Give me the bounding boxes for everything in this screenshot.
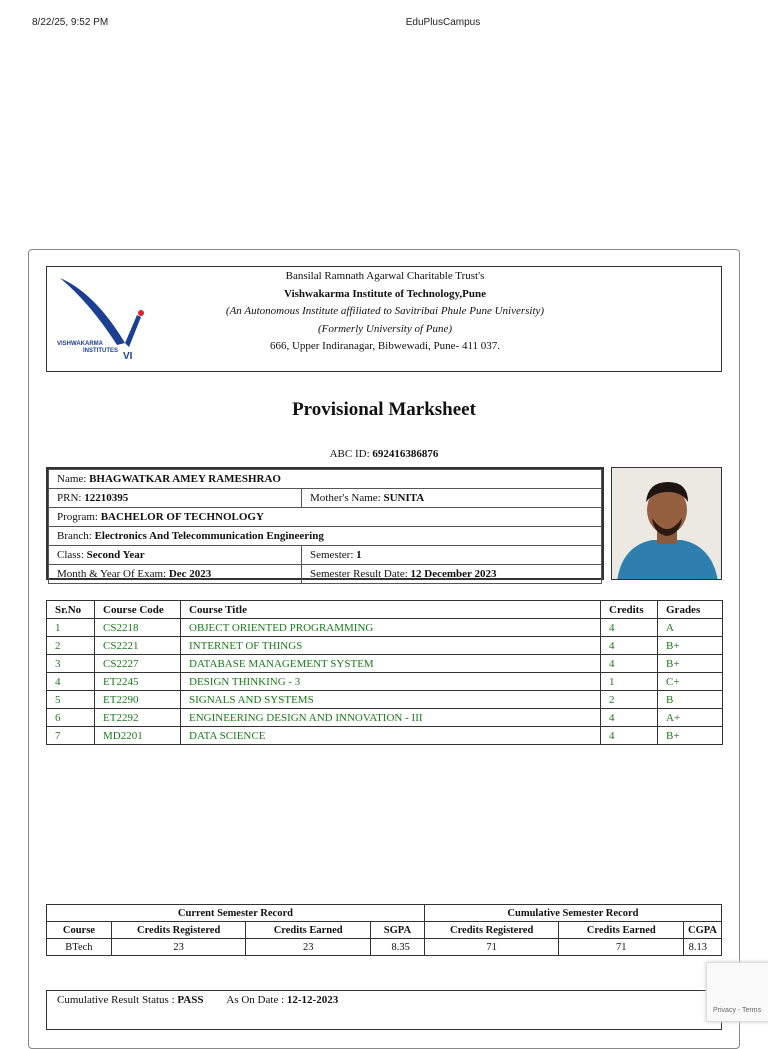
course-credits: 4	[601, 709, 658, 727]
course-grade: B	[658, 691, 723, 709]
institute-logo	[55, 273, 147, 363]
course-credits: 4	[601, 727, 658, 745]
rec-h-cum-reg: Credits Registered	[424, 922, 559, 939]
branch-value: Electronics And Telecommunication Engineering	[94, 530, 324, 542]
semester-cell: Semester: 1	[302, 546, 602, 565]
course-code: MD2201	[95, 727, 181, 745]
rec-course: BTech	[47, 939, 112, 956]
class-value: Second Year	[86, 549, 145, 561]
abc-id	[0, 448, 768, 460]
course-row	[47, 691, 723, 709]
course-srno: 6	[47, 709, 95, 727]
exam-cell: Month & Year Of Exam: Dec 2023	[49, 565, 302, 584]
header-grades: Grades	[658, 601, 723, 619]
mother-name-cell: Mother's Name: SUNITA	[302, 489, 602, 508]
course-grade: B+	[658, 637, 723, 655]
course-srno: 5	[47, 691, 95, 709]
prn-value: 12210395	[84, 492, 129, 504]
course-code: ET2245	[95, 673, 181, 691]
page-title: Provisional Marksheet	[292, 399, 476, 420]
exam-value: Dec 2023	[168, 568, 212, 580]
course-grade: B+	[658, 727, 723, 745]
course-row	[47, 709, 723, 727]
courses-table	[46, 600, 723, 745]
course-title: DESIGN THINKING - 3	[181, 673, 601, 691]
course-srno: 7	[47, 727, 95, 745]
rec-h-cgpa: CGPA	[684, 922, 722, 939]
course-title: OBJECT ORIENTED PROGRAMMING	[181, 619, 601, 637]
recaptcha-badge[interactable]	[706, 962, 768, 1022]
header-srno: Sr.No	[47, 601, 95, 619]
program-value: BACHELOR OF TECHNOLOGY	[100, 511, 264, 523]
course-srno: 1	[47, 619, 95, 637]
course-row	[47, 727, 723, 745]
rec-cgpa: 8.13	[684, 939, 722, 956]
formerly: (Formerly University of Pune)	[317, 322, 453, 335]
course-code: CS2221	[95, 637, 181, 655]
rec-cum-reg: 71	[424, 939, 559, 956]
student-photo	[611, 467, 722, 580]
mother-name: SUNITA	[383, 492, 425, 504]
course-row	[47, 655, 723, 673]
trust-name: Bansilal Ramnath Agarwal Charitable Trust's	[285, 270, 485, 282]
rec-cur-earned: 23	[246, 939, 371, 956]
status-date: 12-12-2023	[286, 994, 339, 1006]
cumulative-record-title: Cumulative Semester Record	[424, 905, 721, 922]
course-title: SIGNALS AND SYSTEMS	[181, 691, 601, 709]
abc-id-label: ABC ID:	[329, 448, 370, 460]
rec-h-cur-earned: Credits Earned	[246, 922, 371, 939]
course-credits: 4	[601, 655, 658, 673]
affiliation: (An Autonomous Institute affiliated to Savitribai Phule Pune University)	[225, 305, 545, 317]
prn-cell: PRN: 12210395	[49, 489, 302, 508]
semester-record-table	[46, 904, 722, 956]
abc-id-value: 692416386876	[372, 448, 439, 460]
status-value: PASS	[177, 994, 204, 1006]
rec-cur-reg: 23	[111, 939, 246, 956]
logo-text-1: VISHWAKARMA	[57, 341, 103, 347]
courses-header	[47, 601, 723, 619]
course-credits: 4	[601, 619, 658, 637]
course-srno: 3	[47, 655, 95, 673]
result-date-cell: Semester Result Date: 12 December 2023	[302, 565, 602, 584]
institute-header	[46, 266, 722, 372]
rec-cum-earned: 71	[559, 939, 684, 956]
course-row	[47, 673, 723, 691]
logo-text-2: INSTITUTES	[83, 348, 119, 354]
course-code: ET2292	[95, 709, 181, 727]
rec-h-cum-earned: Credits Earned	[559, 922, 684, 939]
student-name: BHAGWATKAR AMEY RAMESHRAO	[89, 473, 281, 485]
current-record-title: Current Semester Record	[47, 905, 425, 922]
semester-value: 1	[356, 549, 362, 561]
course-grade: A	[658, 619, 723, 637]
course-credits: 1	[601, 673, 658, 691]
program-cell: Program: BACHELOR OF TECHNOLOGY	[49, 508, 602, 527]
institute-name: Vishwakarma Institute of Technology,Pune	[284, 287, 486, 300]
print-datetime: 8/22/25, 9:52 PM	[32, 17, 109, 28]
course-code: CS2218	[95, 619, 181, 637]
status-label: Cumulative Result Status :	[57, 994, 175, 1006]
print-site-title: EduPlusCampus	[405, 17, 481, 28]
course-title: DATABASE MANAGEMENT SYSTEM	[181, 655, 601, 673]
course-title: DATA SCIENCE	[181, 727, 601, 745]
course-credits: 2	[601, 691, 658, 709]
rec-h-course: Course	[47, 922, 112, 939]
branch-cell: Branch: Electronics And Telecommunication Engineering	[49, 527, 602, 546]
recaptcha-privacy-terms-link[interactable]: Privacy - Terms	[713, 1007, 762, 1014]
rec-sgpa: 8.35	[370, 939, 424, 956]
course-grade: B+	[658, 655, 723, 673]
student-name-cell: Name: BHAGWATKAR AMEY RAMESHRAO	[49, 470, 602, 489]
course-grade: A+	[658, 709, 723, 727]
result-status	[46, 990, 722, 1030]
header-credits: Credits	[601, 601, 658, 619]
logo-mark: VI	[123, 351, 133, 362]
course-credits: 4	[601, 637, 658, 655]
course-row	[47, 619, 723, 637]
header-title: Course Title	[181, 601, 601, 619]
course-srno: 4	[47, 673, 95, 691]
course-row	[47, 637, 723, 655]
class-cell: Class: Second Year	[49, 546, 302, 565]
course-code: CS2227	[95, 655, 181, 673]
course-title: INTERNET OF THINGS	[181, 637, 601, 655]
status-date-label: As On Date :	[226, 994, 285, 1006]
rec-h-sgpa: SGPA	[370, 922, 424, 939]
header-code: Course Code	[95, 601, 181, 619]
rec-h-cur-reg: Credits Registered	[111, 922, 246, 939]
institute-address: 666, Upper Indiranagar, Bibwewadi, Pune- 411 037.	[269, 340, 501, 352]
course-srno: 2	[47, 637, 95, 655]
course-title: ENGINEERING DESIGN AND INNOVATION - III	[181, 709, 601, 727]
student-info	[46, 467, 604, 580]
course-grade: C+	[658, 673, 723, 691]
result-date-value: 12 December 2023	[410, 568, 497, 580]
course-code: ET2290	[95, 691, 181, 709]
